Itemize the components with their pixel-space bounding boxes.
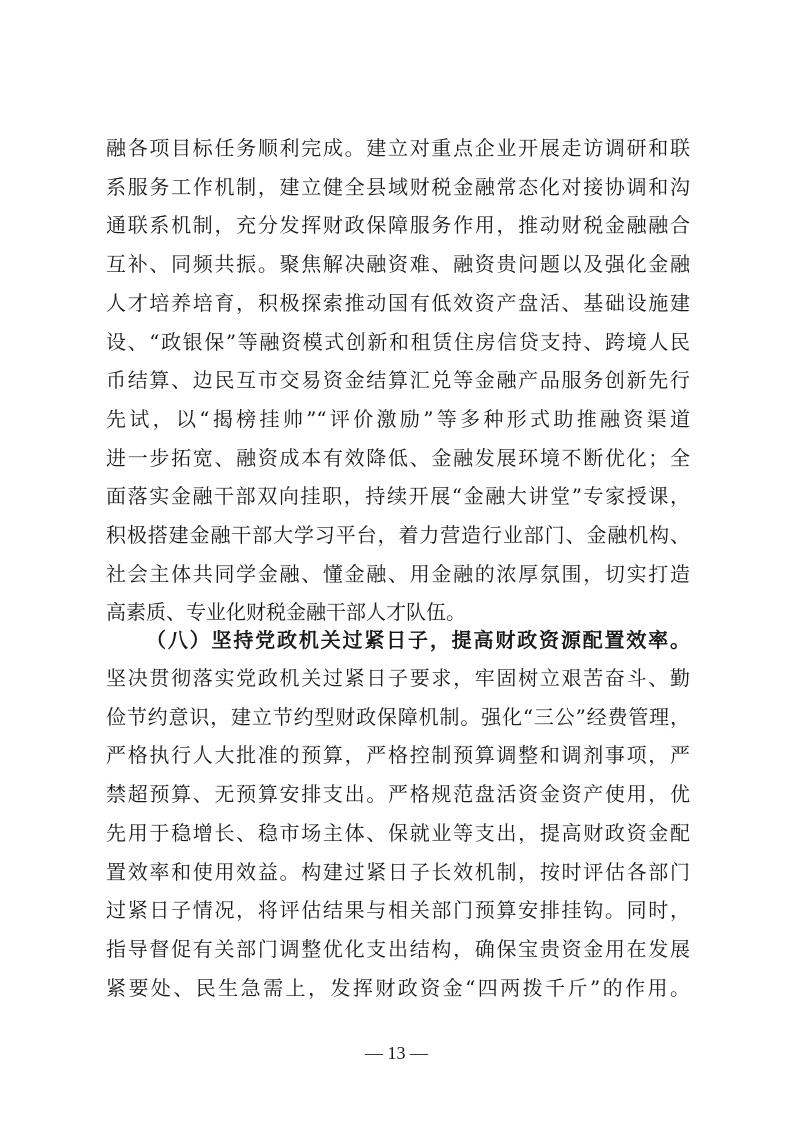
text-line: 融各项目标任务顺利完成。建立对重点企业开展走访调研和联 xyxy=(106,136,690,160)
text-line: 禁超预算、无预算安排支出。严格规范盘活资金资产使用，优 xyxy=(106,782,690,807)
text-line: 人才培养培育，积极探索推动国有低效资产盘活、基础设施建 xyxy=(106,290,690,315)
text-line: 先用于稳增长、稳市场主体、保就业等支出，提高财政资金配 xyxy=(106,820,690,845)
text-line: 置效率和使用效益。构建过紧日子长效机制，按时评估各部门 xyxy=(106,859,690,884)
text-line: 通联系机制，充分发挥财政保障服务作用，推动财税金融融合 xyxy=(106,213,690,238)
text-line: 严格执行人大批准的预算，严格控制预算调整和调剂事项，严 xyxy=(106,743,690,768)
text-line: 设、“政银保”等融资模式创新和租赁住房信贷支持、跨境人民 xyxy=(106,329,690,354)
text-line: 高素质、专业化财税金融干部人才队伍。 xyxy=(106,600,466,625)
text-line: 过紧日子情况，将评估结果与相关部门预算安排挂钩。同时， xyxy=(106,898,690,923)
text-line: 俭节约意识，建立节约型财政保障机制。强化“三公”经费管理， xyxy=(106,704,690,729)
text-line: 币结算、边民互市交易资金结算汇兑等金融产品服务创新先行 xyxy=(106,368,690,393)
text-line: 面落实金融干部双向挂职，持续开展“金融大讲堂”专家授课， xyxy=(106,484,690,509)
text-line: 积极搭建金融干部大学习平台，着力营造行业部门、金融机构、 xyxy=(106,523,690,547)
text-line: 社会主体共同学金融、懂金融、用金融的浓厚氛围，切实打造 xyxy=(106,561,690,586)
text-line: 互补、同频共振。聚焦解决融资难、融资贵问题以及强化金融 xyxy=(106,252,690,277)
text-line: 紧要处、民生急需上，发挥财政资金“四两拨千斤”的作用。 xyxy=(106,975,690,1000)
text-line: 系服务工作机制，建立健全县域财税金融常态化对接协调和沟 xyxy=(106,174,690,199)
section-heading-eight: （八）坚持党政机关过紧日子，提高财政资源配置效率。 xyxy=(146,628,690,652)
text-line: 先试，以“揭榜挂帅”“评价激励”等多种形式助推融资渠道 xyxy=(106,406,690,431)
page-number: — 13 — xyxy=(365,1043,428,1063)
text-line: 坚决贯彻落实党政机关过紧日子要求，牢固树立艰苦奋斗、勤 xyxy=(106,666,690,690)
text-line: 指导督促有关部门调整优化支出结构，确保宝贵资金用在发展 xyxy=(106,936,690,961)
text-line: 进一步拓宽、融资成本有效降低、金融发展环境不断优化；全 xyxy=(106,445,690,470)
